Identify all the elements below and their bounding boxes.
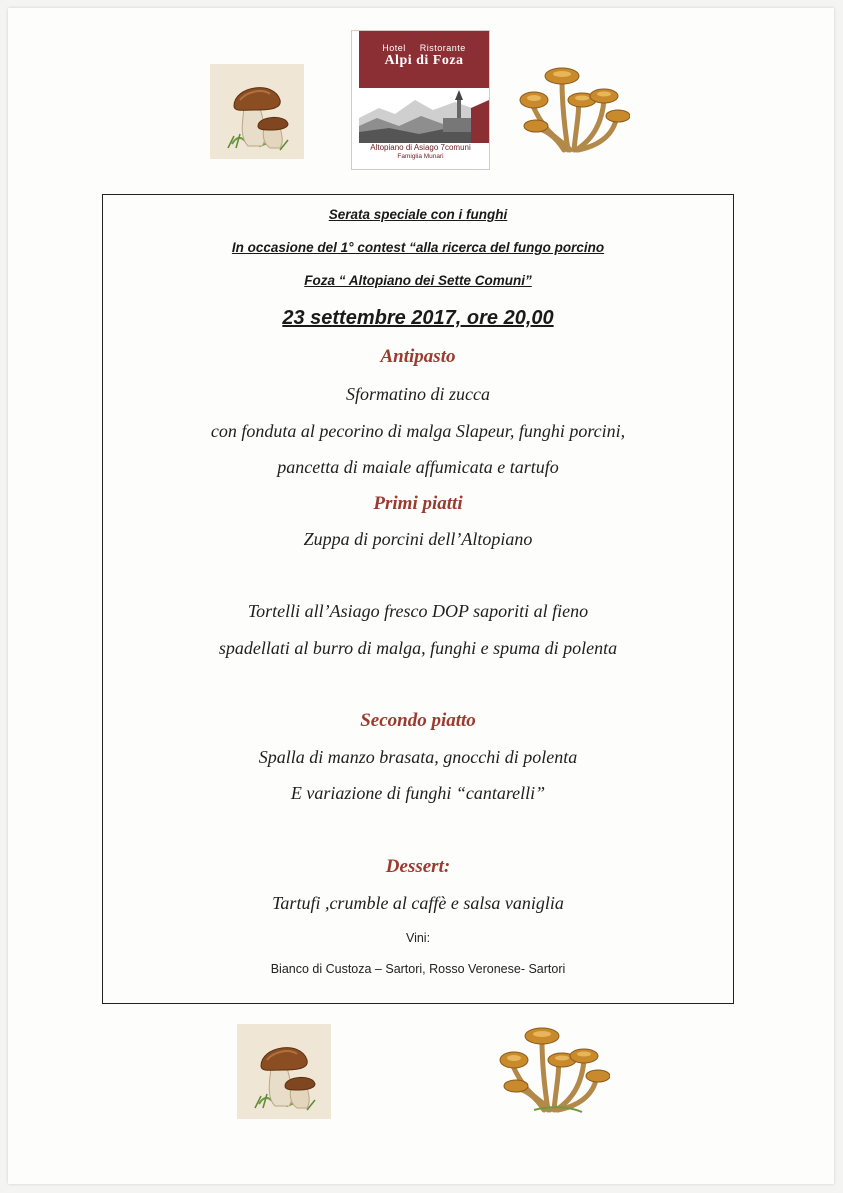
- logo-ristorante-label: Ristorante: [419, 43, 466, 53]
- logo-hotel-label: Hotel: [382, 43, 406, 53]
- event-occasion: In occasione del 1° contest “alla ricerca del fungo porcino: [231, 240, 605, 255]
- wine-title: Vini:: [405, 931, 431, 945]
- chanterelle-mushroom-cluster-top: [518, 64, 630, 154]
- secondo-line: Spalla di manzo brasata, gnocchi di polenta: [258, 747, 578, 767]
- logo-subtitle: [359, 43, 489, 53]
- dessert-line: Tartufi ,crumble al caffè e salsa vaniglia: [272, 893, 564, 913]
- event-date: 23 settembre 2017, ore 20,00: [282, 307, 554, 329]
- secondo-title: Secondo piatto: [360, 710, 476, 731]
- logo-footer: [352, 143, 489, 160]
- antipasto-line: con fonduta al pecorino di malga Slapeur, funghi porcini,: [210, 421, 626, 441]
- primi-line: spadellati al burro di malga, funghi e spuma di polenta: [218, 638, 618, 658]
- menu-frame: [102, 194, 734, 1004]
- event-location: Foza “ Altopiano dei Sette Comuni”: [304, 273, 532, 288]
- event-title: Serata speciale con i funghi: [328, 207, 508, 222]
- porcini-mushroom-illustration-bottom: [237, 1024, 331, 1119]
- primi-line: Tortelli all’Asiago fresco DOP saporiti al fieno: [247, 601, 589, 621]
- antipasto-line: Sformatino di zucca: [346, 384, 490, 404]
- porcini-mushroom-illustration-top: [210, 64, 304, 159]
- primi-title: Primi piatti: [373, 493, 463, 514]
- chanterelle-mushroom-cluster-bottom: [498, 1024, 610, 1114]
- logo-banner: [359, 31, 489, 88]
- secondo-line: E variazione di funghi “cantarelli”: [290, 783, 546, 803]
- antipasto-line: pancetta di maiale affumicata e tartufo: [277, 457, 559, 477]
- logo-family-text: Famiglia Munari: [397, 153, 444, 160]
- logo-area-text: Altopiano di Asiago 7comuni: [370, 143, 471, 152]
- antipasto-title: Antipasto: [380, 346, 456, 367]
- hotel-logo: [351, 30, 490, 170]
- wine-list: Bianco di Custoza – Sartori, Rosso Veronese- Sartori: [270, 962, 566, 976]
- primi-line: Zuppa di porcini dell’Altopiano: [303, 529, 533, 549]
- dessert-title: Dessert:: [385, 856, 451, 877]
- logo-name: Alpi di Foza: [384, 53, 464, 68]
